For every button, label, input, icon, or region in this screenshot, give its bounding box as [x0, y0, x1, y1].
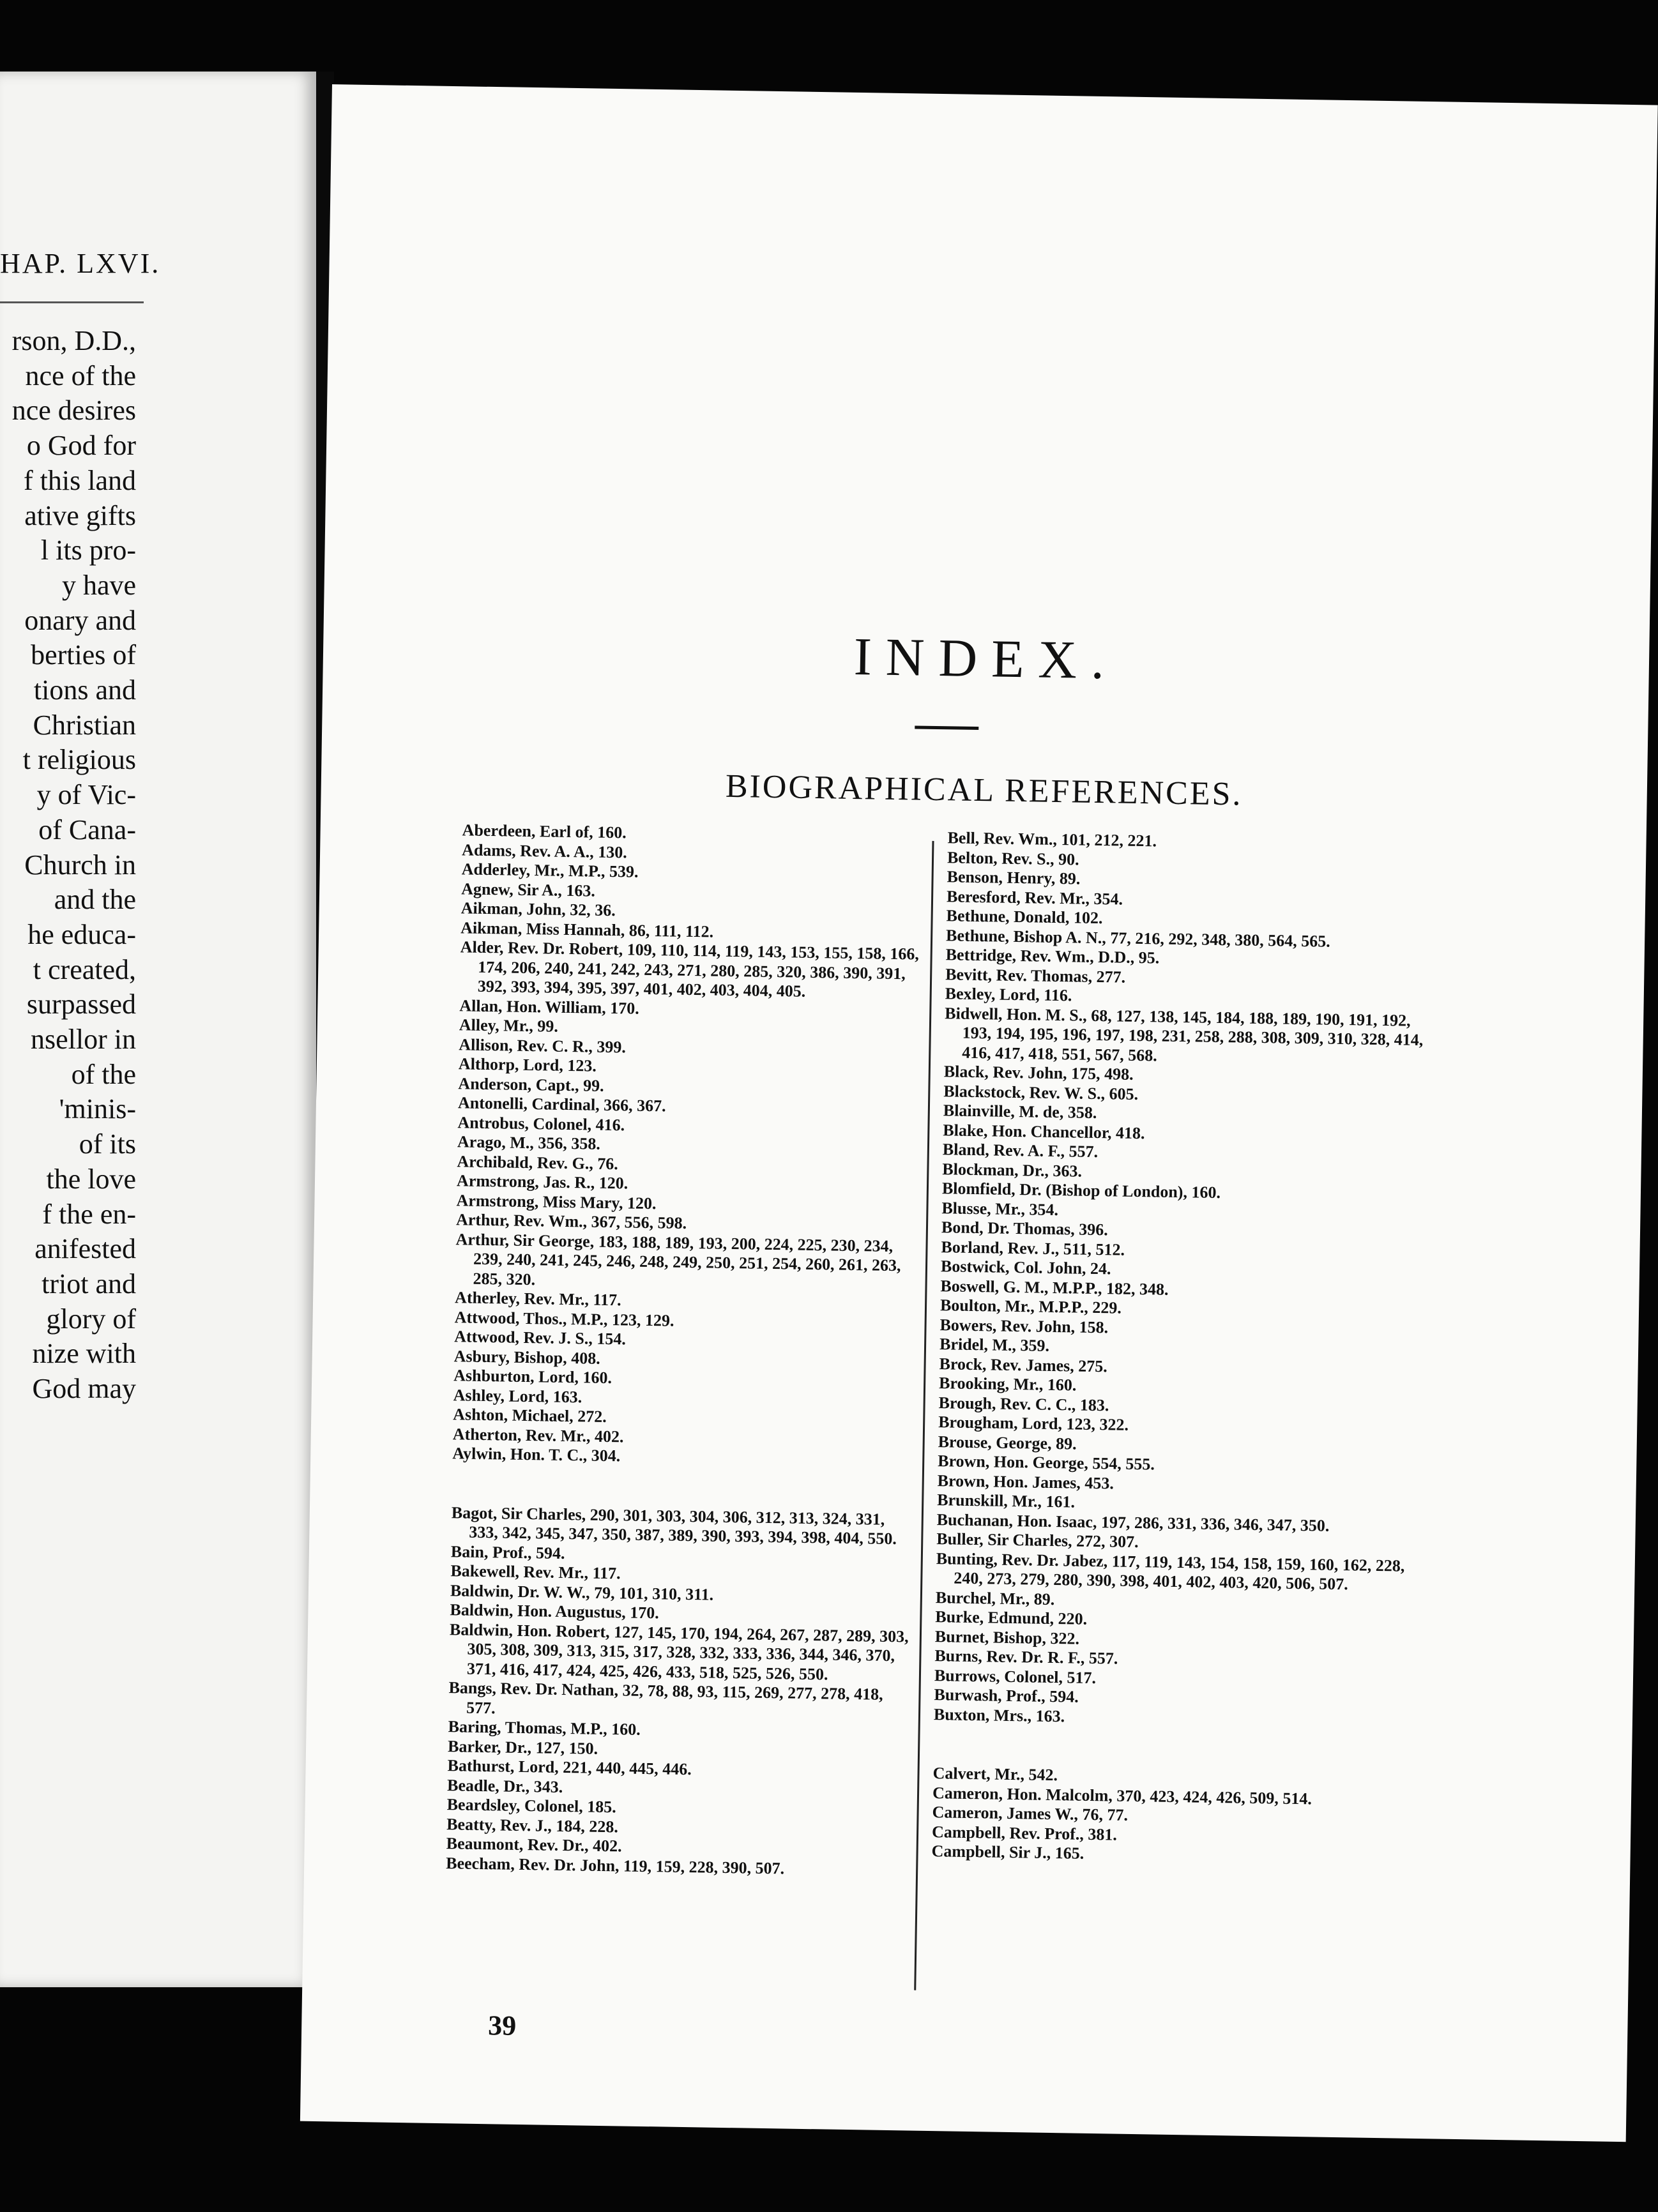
index-entry: Bagot, Sir Charles, 290, 301, 303, 304, 306, 312, 313, 324, 331, 333, 342, 345, 347, 350, 387, 389, 390, 393, 394, 398, 404, 550.: [451, 1503, 897, 1549]
index-entry: Bidwell, Hon. M. S., 68, 127, 138, 145, 184, 188, 189, 190, 191, 192, 193, 194, 195, 196, 197, 198, 231, 258, 288, 308, 309, 310, 328, 414, 416, 417, 418, 551, 567, 568.: [945, 1003, 1424, 1064]
chapter-header: HAP. LXVI.: [0, 248, 161, 279]
index-entry: Archibald, Rev. G., 76.: [457, 1151, 619, 1173]
index-entry: Cameron, Hon. Malcolm, 370, 423, 424, 426, 509, 514.: [932, 1783, 1312, 1808]
index-entry: Althorp, Lord, 123.: [458, 1054, 597, 1075]
index-entry: Blake, Hon. Chancellor, 418.: [943, 1120, 1145, 1142]
index-entry: Bell, Rev. Wm., 101, 212, 221.: [947, 828, 1157, 851]
index-entry: Armstrong, Miss Mary, 120.: [456, 1190, 657, 1213]
index-entry: Blackstock, Rev. W. S., 605.: [943, 1081, 1139, 1103]
text-line: y of Vic-: [36, 779, 136, 811]
index-entry: Ashley, Lord, 163.: [453, 1385, 582, 1406]
index-entry: Beresford, Rev. Mr., 354.: [946, 886, 1123, 909]
index-entry: Aikman, John, 32, 36.: [460, 898, 616, 920]
text-line: of its: [79, 1128, 136, 1160]
index-entry: Aylwin, Hon. T. C., 304.: [452, 1444, 621, 1466]
index-entry: Bain, Prof., 594.: [450, 1542, 565, 1563]
index-entry: Baldwin, Dr. W. W., 79, 101, 310, 311.: [450, 1580, 714, 1604]
text-line: berties of: [31, 639, 136, 671]
text-line: anifested: [34, 1233, 136, 1265]
index-entry: Beatty, Rev. J., 184, 228.: [446, 1814, 619, 1836]
text-line: the love: [46, 1163, 136, 1195]
index-entry: Boswell, G. M., M.P.P., 182, 348.: [940, 1276, 1169, 1299]
text-line: of the: [71, 1058, 136, 1090]
section-heading: BIOGRAPHICAL REFERENCES.: [725, 768, 1244, 813]
index-entry: Arthur, Rev. Wm., 367, 556, 598.: [455, 1210, 687, 1232]
text-line: triot and: [42, 1268, 136, 1299]
index-entry: Bethune, Donald, 102.: [946, 906, 1103, 928]
index-entry: Bland, Rev. A. F., 557.: [942, 1140, 1099, 1162]
index-entry: Brouse, George, 89.: [938, 1432, 1077, 1453]
index-entry: Blockman, Dr., 363.: [942, 1159, 1083, 1181]
index-entry: Attwood, Rev. J. S., 154.: [453, 1327, 627, 1349]
index-entry: Brown, Hon. George, 554, 555.: [938, 1451, 1155, 1474]
index-entry: Burke, Edmund, 220.: [935, 1607, 1088, 1628]
index-entry: Bathurst, Lord, 221, 440, 445, 446.: [447, 1756, 692, 1779]
index-entry: Brock, Rev. James, 275.: [939, 1354, 1107, 1375]
text-line: onary and: [24, 604, 136, 636]
index-entry: Antonelli, Cardinal, 366, 367.: [457, 1093, 666, 1116]
text-line: Christian: [33, 709, 136, 741]
index-entry: Bevitt, Rev. Thomas, 277.: [945, 964, 1126, 987]
index-entry: Anderson, Capt., 99.: [458, 1073, 604, 1095]
text-line: f this land: [24, 464, 136, 496]
index-entry: Blainville, M. de, 358.: [943, 1101, 1097, 1123]
index-entry: Burwash, Prof., 594.: [934, 1685, 1079, 1706]
text-line: surpassed: [26, 989, 136, 1020]
index-entry: Borland, Rev. J., 511, 512.: [941, 1237, 1125, 1259]
index-entry: Boulton, Mr., M.P.P., 229.: [939, 1296, 1122, 1317]
text-line: o God for: [26, 430, 136, 462]
index-entry: Attwood, Thos., M.P., 123, 129.: [454, 1307, 674, 1330]
index-title: INDEX.: [853, 626, 1119, 691]
index-entry: Campbell, Sir J., 165.: [931, 1842, 1084, 1863]
index-entry: Baldwin, Hon. Robert, 127, 145, 170, 194, 264, 267, 287, 289, 303, 305, 308, 309, 313, 315, 317, 328, 332, 333, 336, 344, 346, 370, 371, 416, 417, 424, 425, 426, 433, 518, 525, 526, 550.: [449, 1619, 909, 1684]
text-line: Church in: [24, 849, 136, 881]
text-line: of Cana-: [38, 814, 136, 845]
index-entry: Baring, Thomas, M.P., 160.: [448, 1717, 641, 1739]
text-line: t religious: [22, 744, 136, 776]
index-entry: Agnew, Sir A., 163.: [461, 879, 596, 900]
index-entry: Atherley, Rev. Mr., 117.: [454, 1288, 621, 1310]
index-entry: Alder, Rev. Dr. Robert, 109, 110, 114, 119, 143, 153, 155, 158, 166, 174, 206, 240, 241, 242, 243, 271, 280, 285, 320, 386, 390, 391, 392, 393, 394, 395, 397, 401, 402, 403, 404, 405.: [460, 937, 920, 1001]
text-line: glory of: [46, 1303, 136, 1335]
index-entry: Buller, Sir Charles, 272, 307.: [936, 1529, 1139, 1552]
text-line: f the en-: [42, 1198, 136, 1230]
index-entry: Blusse, Mr., 354.: [941, 1198, 1059, 1219]
index-entry: Beardsley, Colonel, 185.: [446, 1795, 616, 1817]
index-entry: Calvert, Mr., 542.: [932, 1764, 1058, 1785]
previous-page-text: [0, 324, 136, 1407]
index-entry: Blomfield, Dr. (Bishop of London), 160.: [941, 1179, 1221, 1202]
index-page: [300, 84, 1658, 2142]
index-entry: Antrobus, Colonel, 416.: [457, 1112, 625, 1134]
index-entry: Ashburton, Lord, 160.: [453, 1366, 612, 1388]
index-column-right: [931, 828, 1439, 1868]
text-line: l its pro-: [40, 534, 136, 566]
text-line: rson, D.D.,: [11, 325, 136, 356]
index-entry: Bostwick, Col. John, 24.: [940, 1257, 1111, 1278]
index-entry: Belton, Rev. S., 90.: [947, 847, 1079, 869]
index-entry: Beecham, Rev. Dr. John, 119, 159, 228, 390, 507.: [446, 1853, 785, 1877]
index-entry: Buchanan, Hon. Isaac, 197, 286, 331, 336, 346, 347, 350.: [936, 1510, 1330, 1535]
index-entry: Burnet, Bishop, 322.: [934, 1626, 1080, 1648]
index-entry: Bangs, Rev. Dr. Nathan, 32, 78, 88, 93, 115, 269, 277, 278, 418, 577.: [448, 1678, 883, 1717]
index-entry: Cameron, James W., 76, 77.: [932, 1803, 1129, 1824]
index-entry: Bakewell, Rev. Mr., 117.: [450, 1561, 621, 1583]
index-entry: Aberdeen, Earl of, 160.: [462, 821, 627, 842]
index-entry: Burrows, Colonel, 517.: [934, 1665, 1097, 1687]
header-rule: [0, 301, 144, 303]
text-line: 'minis-: [59, 1093, 136, 1125]
page-number: 39: [487, 2010, 517, 2042]
title-rule: [915, 725, 978, 730]
text-line: t created,: [33, 953, 136, 985]
index-column-left: [446, 821, 922, 1880]
index-entry: Allan, Hon. William, 170.: [459, 996, 640, 1018]
index-entry: Ashton, Michael, 272.: [453, 1405, 607, 1427]
index-entry: Baldwin, Hon. Augustus, 170.: [450, 1600, 659, 1623]
index-entry: Armstrong, Jas. R., 120.: [456, 1171, 628, 1193]
index-entry: Black, Rev. John, 175, 498.: [943, 1062, 1134, 1084]
index-entry: Bridel, M., 359.: [939, 1335, 1050, 1355]
text-line: ative gifts: [24, 499, 136, 531]
text-line: he educa-: [27, 918, 136, 950]
text-line: nce of the: [25, 360, 136, 391]
index-entry: Brown, Hon. James, 453.: [937, 1471, 1114, 1492]
index-entry: Beaumont, Rev. Dr., 402.: [446, 1834, 622, 1856]
index-entry: Barker, Dr., 127, 150.: [447, 1736, 598, 1758]
index-entry: Adams, Rev. A. A., 130.: [461, 840, 627, 861]
index-entry: Bunting, Rev. Dr. Jabez, 117, 119, 143, 154, 158, 159, 160, 162, 228, 240, 273, 279, 280, 390, 398, 401, 402, 403, 420, 506, 507.: [936, 1549, 1405, 1594]
index-entry: Adderley, Mr., M.P., 539.: [461, 860, 639, 881]
index-entry: Allison, Rev. C. R., 399.: [459, 1034, 627, 1056]
text-line: y have: [61, 569, 136, 601]
text-line: nce desires: [11, 395, 136, 427]
index-entry: Arago, M., 356, 358.: [457, 1132, 601, 1153]
index-entry: Brunskill, Mr., 161.: [937, 1490, 1076, 1511]
previous-page: [0, 72, 316, 1987]
index-entry: Atherton, Rev. Mr., 402.: [452, 1424, 624, 1446]
index-entry: Bettridge, Rev. Wm., D.D., 95.: [945, 945, 1160, 967]
index-entry: Bowers, Rev. John, 158.: [939, 1315, 1109, 1337]
index-entry: Aikman, Miss Hannah, 86, 111, 112.: [460, 918, 714, 941]
index-entry: Beadle, Dr., 343.: [446, 1775, 563, 1796]
index-entry: Alley, Mr., 99.: [459, 1015, 559, 1036]
index-entry: Bethune, Bishop A. N., 77, 216, 292, 348, 380, 564, 565.: [945, 925, 1331, 951]
index-entry: Bond, Dr. Thomas, 396.: [941, 1218, 1109, 1239]
index-entry: Bexley, Lord, 116.: [945, 984, 1072, 1005]
index-entry: Campbell, Rev. Prof., 381.: [931, 1822, 1118, 1844]
index-entry: Burchel, Mr., 89.: [935, 1587, 1055, 1609]
text-line: and the: [54, 884, 136, 916]
index-entry: Buxton, Mrs., 163.: [933, 1704, 1065, 1725]
index-entry: Brougham, Lord, 123, 322.: [938, 1413, 1129, 1434]
text-line: God may: [32, 1373, 136, 1405]
text-line: nsellor in: [31, 1024, 136, 1056]
index-entry: Asbury, Bishop, 408.: [453, 1346, 600, 1368]
index-entry: Benson, Henry, 89.: [947, 867, 1081, 888]
index-entry: Brooking, Mr., 160.: [938, 1374, 1077, 1395]
text-line: nize with: [32, 1338, 136, 1370]
text-line: tions and: [33, 674, 136, 706]
letter-gap: [452, 1464, 912, 1510]
index-entry: Burns, Rev. Dr. R. F., 557.: [934, 1646, 1118, 1668]
index-entry: Arthur, Sir George, 183, 188, 189, 193, 200, 224, 225, 230, 234, 239, 240, 241, 245, 246, 248, 249, 250, 251, 254, 260, 261, 263, 285, 320.: [455, 1229, 901, 1289]
index-entry: Brough, Rev. C. C., 183.: [938, 1393, 1109, 1414]
